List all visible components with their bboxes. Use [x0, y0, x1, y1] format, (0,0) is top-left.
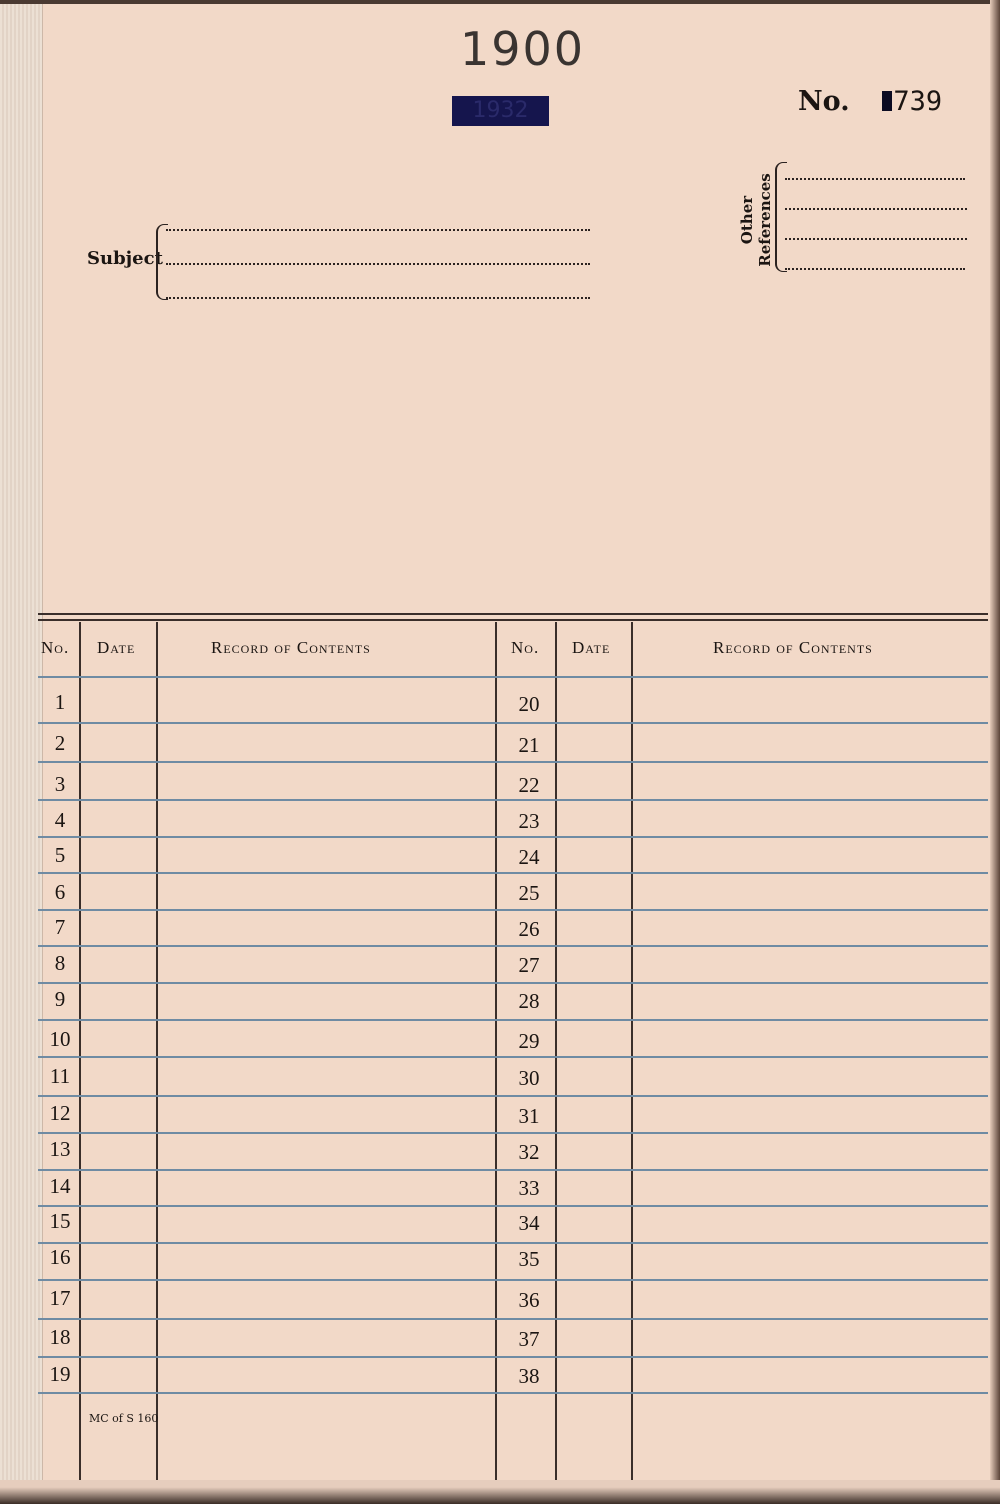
reference-line-2[interactable] — [785, 208, 967, 210]
row-line — [38, 909, 988, 911]
row-number-left: 18 — [49, 1325, 71, 1349]
row-number-left: 7 — [54, 915, 66, 939]
other-references-label-line-2: References — [756, 173, 774, 267]
row-number-right: 30 — [518, 1066, 540, 1090]
row-number-left: 5 — [54, 843, 66, 867]
row-number-left: 9 — [54, 987, 66, 1011]
row-number-left: 11 — [49, 1064, 71, 1088]
file-number-label: No. — [798, 86, 850, 117]
form-code: MC of S 160 — [89, 1412, 159, 1425]
row-number-left: 6 — [54, 880, 66, 904]
row-number-right: 36 — [518, 1288, 540, 1312]
subject-line-1[interactable] — [166, 229, 590, 231]
row-line — [38, 799, 988, 801]
row-line — [38, 676, 988, 678]
printed-year: 1900 — [460, 22, 586, 76]
row-line — [38, 1056, 988, 1058]
row-number-right: 34 — [518, 1211, 540, 1235]
file-number-value-wrap — [882, 86, 942, 117]
row-line — [38, 836, 988, 838]
row-number-right: 32 — [518, 1140, 540, 1164]
reference-line-4[interactable] — [785, 268, 965, 270]
row-number-left: 2 — [54, 731, 66, 755]
subject-label: Subject — [87, 248, 163, 269]
row-number-right: 22 — [518, 773, 540, 797]
row-number-right: 23 — [518, 809, 540, 833]
col-header-no-left: No. — [41, 638, 70, 657]
cover-edge-right — [990, 0, 1000, 1504]
col-header-date-right: Date — [572, 638, 611, 657]
row-line — [38, 1132, 988, 1134]
col-divider-contents-right — [631, 622, 633, 1480]
row-number-left: 12 — [49, 1101, 71, 1125]
ink-mark-icon — [882, 91, 892, 111]
col-header-contents-right: Record of Contents — [713, 638, 873, 657]
binding-spine — [0, 0, 43, 1504]
row-line — [38, 1169, 988, 1171]
cover-edge-bottom — [0, 1480, 1000, 1504]
row-number-left: 13 — [49, 1137, 71, 1161]
row-line — [38, 945, 988, 947]
row-line — [38, 1279, 988, 1281]
row-line — [38, 1095, 988, 1097]
file-number — [798, 86, 942, 117]
cover-edge-top — [0, 0, 1000, 4]
row-number-left: 10 — [49, 1027, 71, 1051]
other-references-label — [738, 170, 774, 270]
row-number-right: 24 — [518, 845, 540, 869]
stamped-year: 1932 — [452, 96, 549, 126]
row-number-right: 27 — [518, 953, 540, 977]
row-number-left: 1 — [54, 690, 66, 714]
subject-brace — [156, 224, 168, 300]
row-number-right: 29 — [518, 1029, 540, 1053]
row-number-right: 25 — [518, 881, 540, 905]
row-number-left: 19 — [49, 1362, 71, 1386]
row-number-right: 38 — [518, 1364, 540, 1388]
row-number-left: 16 — [49, 1245, 71, 1269]
row-line — [38, 761, 988, 763]
row-number-left: 3 — [54, 772, 66, 796]
row-line — [38, 1318, 988, 1320]
row-line — [38, 1242, 988, 1244]
row-line — [38, 1356, 988, 1358]
row-number-right: 37 — [518, 1327, 540, 1351]
reference-line-3[interactable] — [785, 238, 967, 240]
row-line — [38, 982, 988, 984]
row-number-left: 4 — [54, 808, 66, 832]
col-divider-contents-left — [156, 622, 158, 1480]
col-header-date-left: Date — [97, 638, 136, 657]
table-top-rule-1 — [38, 613, 988, 615]
col-header-no-right: No. — [511, 638, 540, 657]
row-number-left: 15 — [49, 1209, 71, 1233]
row-line — [38, 872, 988, 874]
reference-line-1[interactable] — [785, 178, 965, 180]
row-line — [38, 1205, 988, 1207]
row-line — [38, 1392, 988, 1394]
row-number-right: 21 — [518, 733, 540, 757]
table-top-rule-2 — [38, 619, 988, 621]
subject-line-3[interactable] — [166, 297, 590, 299]
file-number-value: 739 — [893, 86, 943, 117]
row-number-right: 31 — [518, 1104, 540, 1128]
row-number-right: 28 — [518, 989, 540, 1013]
row-number-right: 20 — [518, 692, 540, 716]
row-number-left: 17 — [49, 1286, 71, 1310]
subject-line-2[interactable] — [166, 263, 590, 265]
row-number-right: 35 — [518, 1247, 540, 1271]
row-line — [38, 722, 988, 724]
row-number-right: 26 — [518, 917, 540, 941]
row-number-left: 14 — [49, 1174, 71, 1198]
row-line — [38, 1019, 988, 1021]
col-divider-center — [495, 622, 497, 1480]
row-number-right: 33 — [518, 1176, 540, 1200]
row-number-left: 8 — [54, 951, 66, 975]
col-header-contents-left: Record of Contents — [211, 638, 371, 657]
other-references-label-line-1: Other — [738, 195, 756, 245]
